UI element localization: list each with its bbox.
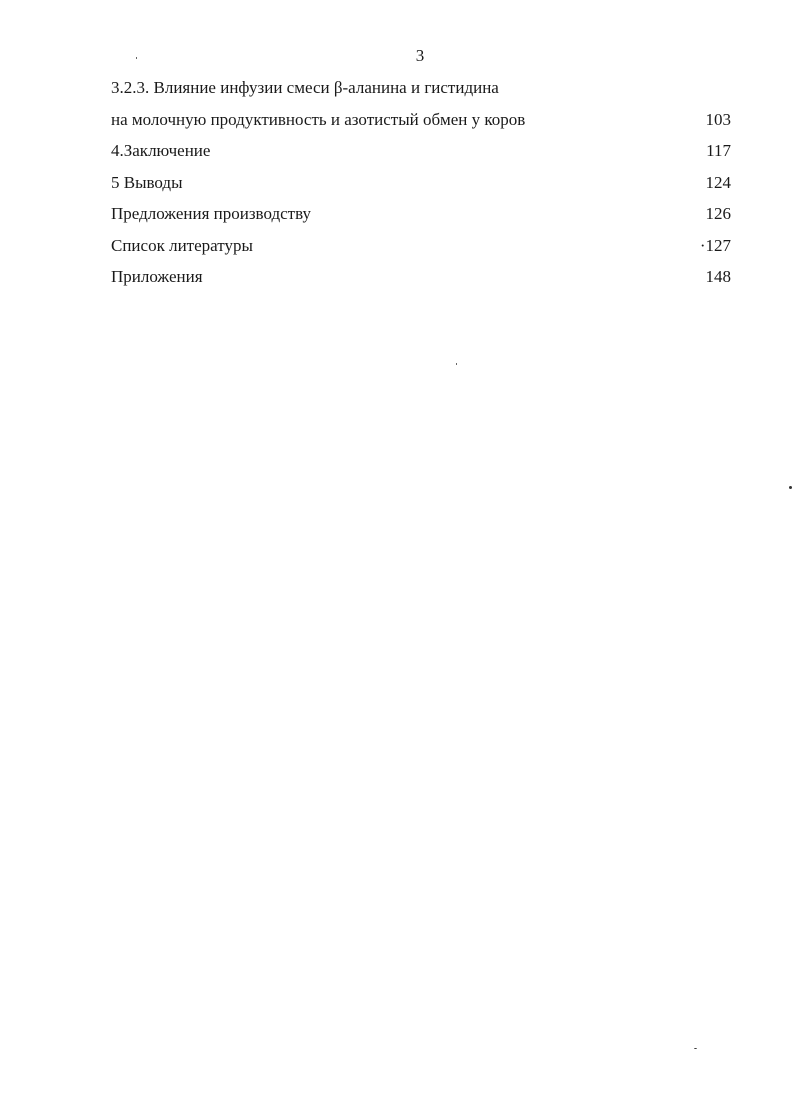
toc-entry: [111, 204, 731, 236]
toc-entry-title: 4.Заключение: [111, 141, 211, 160]
toc-entry: [111, 141, 731, 173]
toc-entry-page: 148: [705, 267, 731, 286]
toc-entry-title: на молочную продуктивность и азотистый обмен у коров: [111, 109, 526, 129]
toc-entry-page: 117: [706, 141, 731, 160]
toc-entry-page: 124: [705, 172, 731, 192]
toc-entry-page: 126: [705, 204, 731, 223]
toc-entry-title: 5 Выводы: [111, 172, 183, 192]
scan-speck: [456, 363, 457, 365]
scan-speck: [694, 1048, 697, 1049]
toc-entry: [111, 267, 731, 299]
toc-entry: [111, 78, 731, 110]
toc-entry: [111, 236, 731, 268]
toc-entry: [111, 110, 731, 142]
toc-entry-title: Предложения производству: [111, 204, 312, 223]
scan-speck: [789, 486, 792, 489]
scan-speck: [136, 57, 137, 59]
toc-entry-title: Приложения: [111, 267, 203, 286]
toc-entry-page: ·127: [699, 235, 731, 255]
table-of-contents: [111, 78, 731, 299]
toc-entry-title: Список литературы: [111, 235, 253, 255]
toc-entry-page: 103: [705, 109, 731, 129]
toc-entry-title: 3.2.3. Влияние инфузии смеси β-аланина и гистидина: [111, 78, 499, 97]
toc-entry: [111, 173, 731, 205]
page-number: 3: [415, 46, 425, 65]
